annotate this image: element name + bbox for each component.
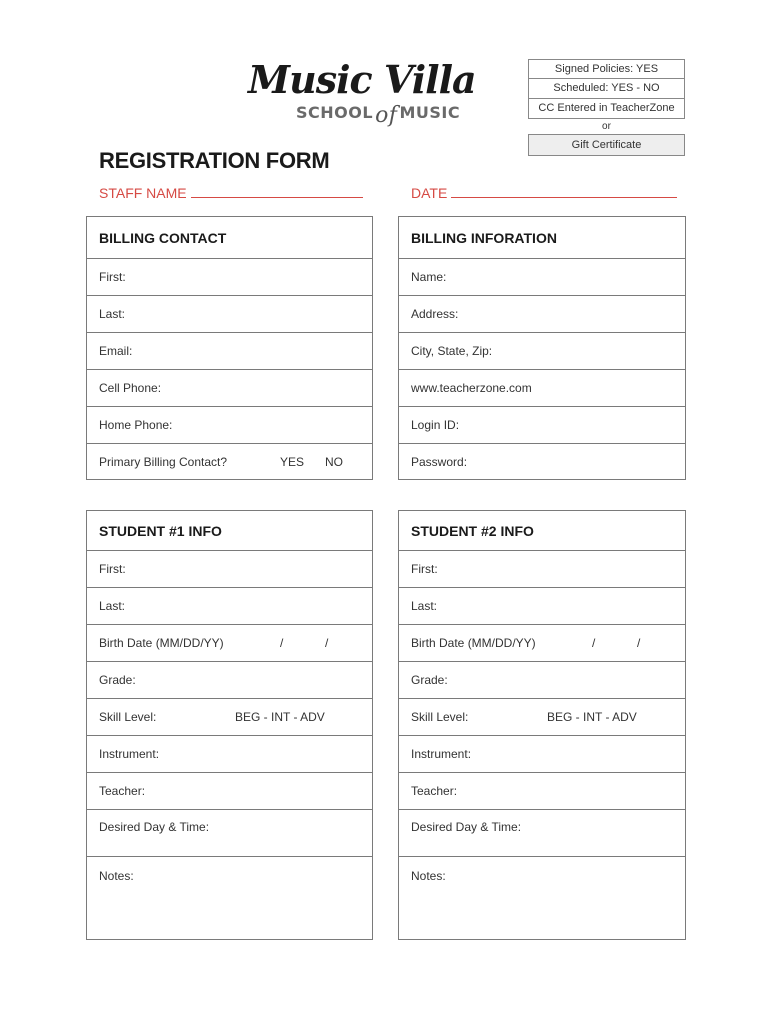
bc-last-field[interactable] — [87, 296, 372, 333]
s2-grade-field[interactable] — [399, 662, 685, 699]
bc-primary-yes[interactable]: YES — [280, 455, 305, 469]
s2-desired-field[interactable] — [399, 810, 685, 857]
s2-teacher-label: Teacher: — [411, 784, 458, 798]
s2-last-label: Last: — [411, 599, 438, 613]
staff-name-label: STAFF NAME — [99, 185, 187, 201]
s1-notes-field[interactable] — [87, 857, 372, 894]
s2-grade-label: Grade: — [411, 673, 448, 687]
bi-address-label: Address: — [411, 307, 459, 321]
s1-birth-slash-1: / — [280, 636, 284, 650]
student-2-heading: STUDENT #2 INFO — [399, 511, 685, 551]
s2-birth-slash-1: / — [592, 636, 596, 650]
logo-of-word: of — [375, 103, 398, 128]
cc-entered-field[interactable]: CC Entered in TeacherZone — [528, 99, 685, 119]
s2-desired-label: Desired Day & Time: — [411, 820, 522, 834]
date-line[interactable] — [451, 186, 677, 198]
bc-primary-field — [87, 444, 372, 481]
bc-cell-label: Cell Phone: — [99, 381, 162, 395]
bc-home-field[interactable] — [87, 407, 372, 444]
s1-grade-label: Grade: — [99, 673, 136, 687]
s2-first-label: First: — [411, 562, 438, 576]
s1-birth-label: Birth Date (MM/DD/YY) — [99, 636, 224, 650]
s1-skill-label: Skill Level: — [99, 710, 157, 724]
bc-cell-field[interactable] — [87, 370, 372, 407]
s1-skill-field — [87, 699, 372, 736]
bi-name-field[interactable] — [399, 259, 685, 296]
s1-notes-label: Notes: — [99, 869, 134, 883]
bi-name-label: Name: — [411, 270, 447, 284]
billing-contact-heading: BILLING CONTACT — [87, 217, 372, 259]
s1-last-label: Last: — [99, 599, 126, 613]
staff-name-field[interactable] — [99, 185, 363, 201]
bi-password-field[interactable] — [399, 444, 685, 481]
bi-password-label: Password: — [411, 455, 468, 469]
s2-last-field[interactable] — [399, 588, 685, 625]
s1-last-field[interactable] — [87, 588, 372, 625]
s1-teacher-label: Teacher: — [99, 784, 146, 798]
s1-desired-field[interactable] — [87, 810, 372, 857]
s2-notes-field[interactable] — [399, 857, 685, 894]
form-title: REGISTRATION FORM — [99, 148, 330, 173]
staff-name-line[interactable] — [191, 186, 363, 198]
bc-last-label: Last: — [99, 307, 126, 321]
bi-website-field — [399, 370, 685, 407]
s2-skill-label: Skill Level: — [411, 710, 469, 724]
billing-info-heading: BILLING INFORATION — [399, 217, 685, 259]
bi-login-label: Login ID: — [411, 418, 460, 432]
bc-primary-no[interactable]: NO — [325, 455, 343, 469]
logo-music-word: MUSIC — [399, 103, 461, 122]
s2-first-field[interactable] — [399, 551, 685, 588]
s2-birth-slash-2: / — [637, 636, 641, 650]
s1-first-label: First: — [99, 562, 126, 576]
s1-instrument-field[interactable] — [87, 736, 372, 773]
s2-notes-label: Notes: — [411, 869, 446, 883]
signed-policies-field[interactable]: Signed Policies: YES — [528, 59, 685, 79]
logo-script-text: Music Villa — [248, 57, 476, 102]
student-2-box — [398, 510, 686, 940]
music-villa-logo — [248, 57, 480, 132]
bi-address-field[interactable] — [399, 296, 685, 333]
or-label: or — [602, 121, 611, 132]
s1-first-field[interactable] — [87, 551, 372, 588]
bc-email-field[interactable] — [87, 333, 372, 370]
s1-birth-slash-2: / — [325, 636, 329, 650]
s2-birth-field[interactable] — [399, 625, 685, 662]
logo-school-word: SCHOOL — [296, 103, 374, 122]
s2-instrument-label: Instrument: — [411, 747, 472, 761]
s2-instrument-field[interactable] — [399, 736, 685, 773]
bc-primary-label: Primary Billing Contact? — [99, 455, 228, 469]
bi-website-text: www.teacherzone.com — [411, 381, 532, 395]
bc-first-field[interactable] — [87, 259, 372, 296]
bi-login-field[interactable] — [399, 407, 685, 444]
student-1-heading: STUDENT #1 INFO — [87, 511, 372, 551]
bc-email-label: Email: — [99, 344, 133, 358]
billing-contact-box — [86, 216, 373, 480]
s1-grade-field[interactable] — [87, 662, 372, 699]
date-field[interactable] — [411, 185, 677, 201]
date-label: DATE — [411, 185, 448, 201]
s2-skill-field — [399, 699, 685, 736]
bc-home-label: Home Phone: — [99, 418, 173, 432]
s2-birth-label: Birth Date (MM/DD/YY) — [411, 636, 536, 650]
office-use-box — [528, 59, 685, 156]
scheduled-field[interactable]: Scheduled: YES - NO — [528, 79, 685, 99]
s1-birth-field[interactable] — [87, 625, 372, 662]
s1-desired-label: Desired Day & Time: — [99, 820, 210, 834]
billing-info-box — [398, 216, 686, 480]
s1-instrument-label: Instrument: — [99, 747, 160, 761]
bi-city-label: City, State, Zip: — [411, 344, 493, 358]
student-1-box — [86, 510, 373, 940]
logo-school-of-music — [296, 102, 461, 128]
s2-teacher-field[interactable] — [399, 773, 685, 810]
s1-skill-options[interactable]: BEG - INT - ADV — [235, 710, 325, 724]
bi-city-field[interactable] — [399, 333, 685, 370]
bc-first-label: First: — [99, 270, 126, 284]
s1-teacher-field[interactable] — [87, 773, 372, 810]
gift-certificate-field[interactable]: Gift Certificate — [528, 134, 685, 156]
s2-skill-options[interactable]: BEG - INT - ADV — [547, 710, 637, 724]
